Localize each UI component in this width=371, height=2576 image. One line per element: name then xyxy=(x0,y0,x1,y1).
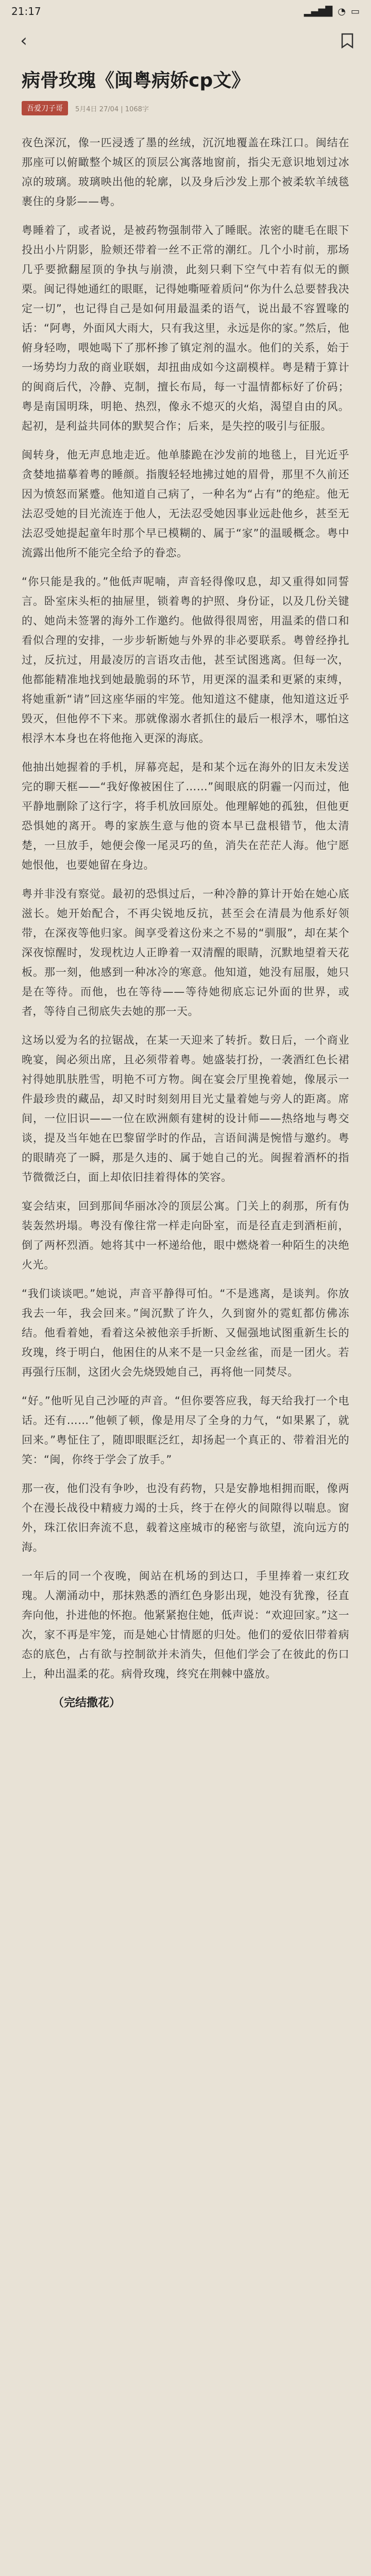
paragraph: 他抽出她握着的手机，屏幕亮起，是和某个远在海外的旧友未发送完的聊天框——“我好像被困住了……”闽眼底的阴霾一闪而过，他平静地删除了这行字，将手机放回原处。他理解她的孤独，但他更恐惧她的离开。粤的家族生意与他的资本早已盘根错节，他太清楚，一旦放手，她便会像一尾灵巧的鱼，消失在茫茫人海。他宁愿她恨他，也要她留在身边。 xyxy=(22,761,349,871)
paragraph: “你只能是我的。”他低声呢喃，声音轻得像叹息，却又重得如同誓言。卧室床头柜的抽屉里，锁着粤的护照、身份证，以及几份关键的、她尚未签署的海外工作邀约。他做得很周密，用温柔的借口和看似合理的安排，一步步斩断她与外界的非必要联系。粤曾经挣扎过，反抗过，用最凌厉的言语攻击他，甚至试图逃离。但每一次，他都能精准地找到她最脆弱的环节，用更深的温柔和更紧的束缚，将她重新“请”回这座华丽的牢笼。他知道这不健康，他知道这近乎毁灭，但他停不下来。那就像溺水者抓住的最后一根浮木，哪怕这根浮木本身也在将他拖入更深的海底。 xyxy=(22,575,349,744)
paragraph: 夜色深沉，像一匹浸透了墨的丝绒，沉沉地覆盖在珠江口。闽结在那座可以俯瞰整个城区的顶层公寓落地窗前，指尖无意识地划过冰凉的玻璃。玻璃映出他的轮廓，以及身后沙发上那个被柔软羊绒毯裹住的身影——粤。 xyxy=(22,137,349,208)
paragraph: “我们谈谈吧。”她说，声音平静得可怕。“不是逃离，是谈判。你放我去一年，我会回来。”闽沉默了许久，久到窗外的霓虹都仿佛冻结。他看着她，看着这朵被他亲手折断、又倔强地试图重新生长的玫瑰，终于明白，他困住的从来不是一只金丝雀，而是一团火。若再强行压制，这团火会先烧毁她自己，再将他一同焚尽。 xyxy=(22,1287,349,1378)
author-tag[interactable]: 吾爱刀子哥 xyxy=(22,101,68,115)
status-bar xyxy=(0,0,371,23)
paragraph: 粤并非没有察觉。最初的恐惧过后，一种冷静的算计开始在她心底滋长。她开始配合，不再尖锐地反抗，甚至会在清晨为他系好领带，在深夜等他归家。闽享受着这份来之不易的“驯服”，却在某个深夜惊醒时，发现枕边人正睁着一双清醒的眼睛，沉默地望着天花板。那一刻，他感到一种冰冷的寒意。他知道，她没有屈服，她只是在等待。而他，也在等待——等待她彻底忘记外面的世界，或者，等待自己彻底失去她的那一天。 xyxy=(22,888,349,1018)
paragraph: “好。”他听见自己沙哑的声音。“但你要答应我，每天给我打一个电话。还有……”他顿了顿，像是用尽了全身的力气，“如果累了，就回来。”粤怔住了，随即眼眶泛红，却扬起一个真正的、带着泪光的笑：“闽，你终于学会了放手。” xyxy=(22,1395,349,1466)
article xyxy=(0,59,371,1710)
battery-icon: ▭ xyxy=(350,6,360,17)
end-mark: （完结撒花） xyxy=(53,1697,121,1709)
paragraph: 一年后的同一个夜晚，闽站在机场的到达口，手里捧着一束红玫瑰。人潮涌动中，那抹熟悉的酒红色身影出现，她没有犹豫，径直奔向他，扑进他的怀抱。他紧紧抱住她，低声说：“欢迎回家。”这一次，家不再是牢笼，而是她心甘情愿的归处。他们的爱依旧带着病态的底色，占有欲与控制欲并未消失，但他们学会了在彼此的伤口上，种出温柔的花。病骨玫瑰，终究在荆棘中盛放。 xyxy=(22,1570,349,1680)
wifi-icon: ◔ xyxy=(338,6,346,17)
paragraph: 这场以爱为名的拉锯战，在某一天迎来了转折。数日后，一个商业晚宴，闽必须出席，且必须带着粤。她盛装打扮，一袭酒红色长裙衬得她肌肤胜雪，明艳不可方物。闽在宴会厅里挽着她，像展示一件最珍贵的藏品，却又时时刻刻用目光丈量着她与旁人的距离。席间，一位旧识——一位在欧洲颇有建树的设计师——热络地与粤交谈，提及当年她在巴黎留学时的作品，言语间满是惋惜与邀约。粤的眼睛亮了一瞬，那是久违的、属于她自己的光。闽握着酒杯的指节微微泛白，面上却依旧挂着得体的笑容。 xyxy=(22,1034,349,1183)
paragraph: 粤睡着了，或者说，是被药物强制带入了睡眠。浓密的睫毛在眼下投出小片阴影，脸颊还带着一丝不正常的潮红。几个小时前，那场几乎要掀翻屋顶的争执与崩溃，此刻只剩下空气中若有似无的颤栗。闽记得她通红的眼眶，记得她嘶哑着质问“你为什么总要替我决定一切”，也记得自己是如何用最温柔的语气，说出最不容置喙的话：“阿粤，外面风大雨大，只有我这里，永远是你的家。”然后，他俯身轻吻，喂她喝下了那杯掺了镇定剂的温水。他们的关系，始于一场势均力敌的商业联姻，却扭曲成如今这副模样。粤是精于算计的闽商后代，冷静、克制，擅长布局，每一寸温情都标好了价码；粤是南国明珠，明艳、热烈，像永不熄灭的火焰，渴望自由的风。起初，是利益共同体的默契合作；后来，是失控的吸引与征服。 xyxy=(22,224,349,432)
status-time: 21:17 xyxy=(11,5,41,18)
paragraph: 闽转身，他无声息地走近。他单膝跪在沙发前的地毯上，目光近乎贪婪地描摹着粤的睡颜。指腹轻轻地拂过她的眉骨，那里不久前还因为愤怒而紧蹙。他知道自己病了，一种名为“占有”的绝症。他无法忍受她的目光流连于他人，无法忍受她因事业远赴他乡，甚至无法忍受她提起童年时那个早已模糊的、属于“家”的温暖概念。粤中流露出他所不能完全给予的眷恋。 xyxy=(22,449,349,559)
bookmark-icon-svg xyxy=(341,33,354,48)
article-content xyxy=(22,133,349,1684)
meta-info: 5月4日 27/04 | 1068字 xyxy=(75,105,149,113)
meta-row xyxy=(22,101,349,115)
nav-bar xyxy=(0,23,371,59)
chevron-left-icon[interactable]: ‹ xyxy=(20,30,27,51)
bookmark-icon[interactable] xyxy=(336,29,359,52)
paragraph: 宴会结束，回到那间华丽冰冷的顶层公寓。门关上的刹那，所有伪装轰然坍塌。粤没有像往常一样走向卧室，而是径直走到酒柜前，倒了两杯烈酒。她将其中一杯递给他，眼中燃烧着一种陌生的决绝火光。 xyxy=(22,1200,349,1271)
status-left xyxy=(11,5,41,18)
paragraph: 那一夜，他们没有争吵，也没有药物，只是安静地相拥而眠，像两个在漫长战役中精疲力竭的士兵，终于在停火的间隙得以喘息。窗外，珠江依旧奔流不息，载着这座城市的秘密与欲望，流向远方的海。 xyxy=(22,1482,349,1553)
status-right xyxy=(304,6,360,17)
signal-icon: ▂▄▆█ xyxy=(303,6,333,17)
page-title: 病骨玫瑰《闽粤病娇cp文》 xyxy=(22,70,250,91)
